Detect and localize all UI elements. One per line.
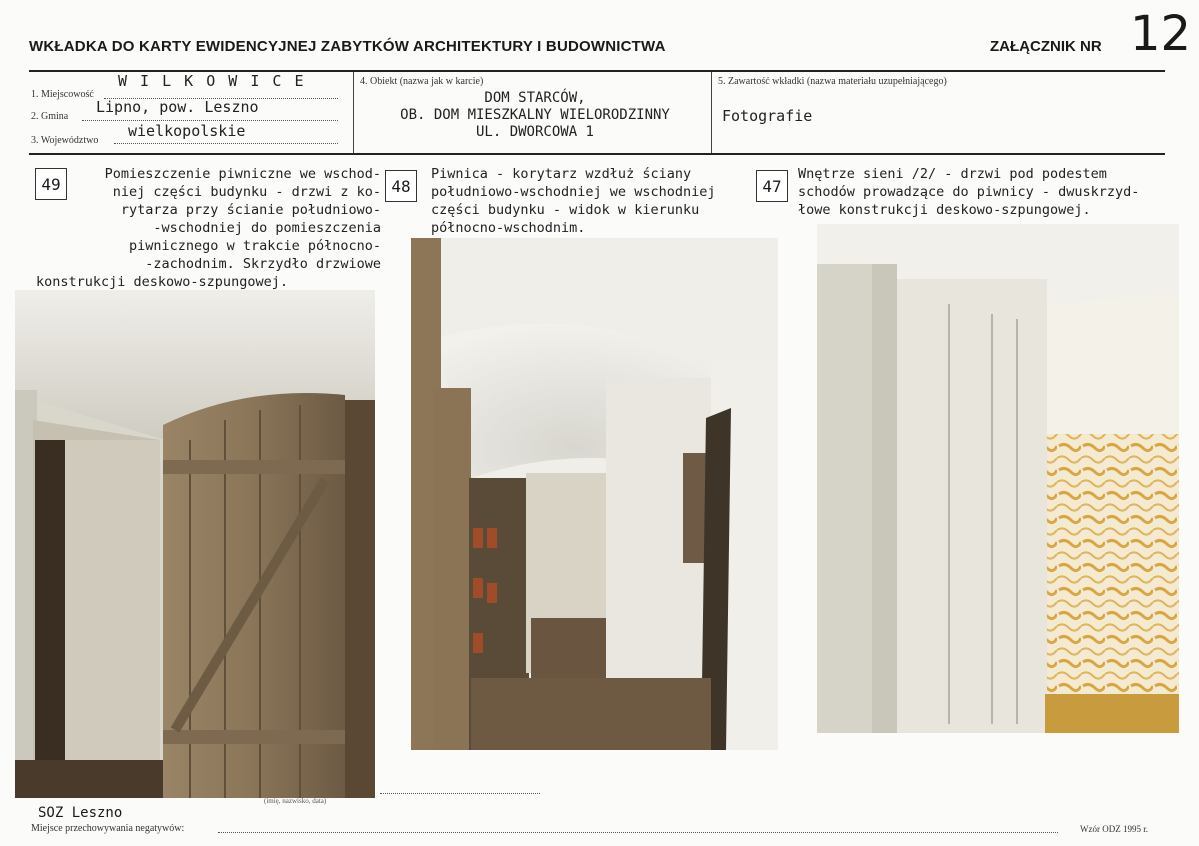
photo-caption-48	[431, 165, 761, 237]
caption-line: północno-wschodnim.	[431, 220, 586, 236]
caption-line: południowo-wschodniej we wschodniej	[431, 184, 716, 200]
miejscowosc-label: 1. Miejscowość	[31, 89, 94, 100]
cellar-corridor-image	[411, 238, 778, 750]
caption-line: piwnicznego w trakcie północno-	[129, 238, 381, 254]
zawartosc-label: 5. Zawartość wkładki (nazwa materiału uzupełniającego)	[718, 76, 947, 87]
field-divider-1	[353, 72, 354, 154]
obiekt-line-1: DOM STARCÓW,	[484, 90, 586, 106]
gmina-dotline	[82, 120, 338, 121]
field-divider-2	[711, 72, 712, 154]
caption-line: niej części budynku - drzwi z ko-	[112, 184, 381, 200]
obiekt-line-2: OB. DOM MIESZKALNY WIELORODZINNY	[400, 107, 670, 123]
photo-caption-47	[798, 165, 1178, 219]
wojewodztwo-dotline	[114, 143, 338, 144]
cellar-door-image	[15, 290, 375, 798]
caption-line: -wschodniej do pomieszczenia	[153, 220, 381, 236]
form-title: WKŁADKA DO KARTY EWIDENCYJNEJ ZABYTKÓW ARCHITEKTURY I BUDOWNICTWA	[29, 38, 666, 55]
photo-49-cellar-door	[15, 290, 375, 798]
caption-line: Wnętrze sieni /2/ - drzwi pod podestem	[798, 166, 1107, 182]
negatives-location-label: Miejsce przechowywania negatywów:	[31, 823, 185, 834]
photo-number-47: 47	[756, 170, 788, 202]
caption-line: konstrukcji deskowo-szpungowej.	[36, 274, 288, 290]
hallway-doors-image	[817, 224, 1179, 733]
caption-line: Piwnica - korytarz wzdłuż ściany	[431, 166, 692, 182]
photo-number-49: 49	[35, 168, 67, 200]
caption-line: Pomieszczenie piwniczne we wschod-	[104, 166, 381, 182]
miejscowosc-value: W I L K O W I C E	[118, 72, 306, 90]
attachment-label: ZAŁĄCZNIK NR	[990, 38, 1102, 55]
negatives-dotline	[218, 832, 1058, 833]
photo-47-hallway-doors	[817, 224, 1179, 733]
caption-line: części budynku - widok w kierunku	[431, 202, 700, 218]
photo-48-cellar-corridor	[411, 238, 778, 750]
negatives-location-value: SOZ Leszno	[38, 805, 123, 821]
gmina-value: Lipno, pow. Leszno	[96, 98, 259, 116]
photo-number-48: 48	[385, 170, 417, 202]
caption-line: rytarza przy ścianie południowo-	[120, 202, 381, 218]
wojewodztwo-label: 3. Województwo	[31, 135, 99, 146]
zawartosc-value: Fotografie	[722, 107, 813, 125]
photo-author-dotline	[380, 793, 540, 794]
caption-line: schodów prowadzące do piwnicy - dwuskrzyd-	[798, 184, 1140, 200]
wojewodztwo-value: wielkopolskie	[128, 122, 246, 140]
photo-caption-49	[36, 165, 381, 291]
obiekt-line-3: UL. DWORCOWA 1	[475, 124, 594, 140]
caption-line: -zachodnim. Skrzydło drzwiowe	[145, 256, 381, 272]
caption-line: łowe konstrukcji deskowo-szpungowej.	[798, 202, 1091, 218]
header-bottom-rule	[29, 153, 1165, 155]
form-version-mark: Wzór ODZ 1995 r.	[1080, 824, 1148, 834]
attachment-number: 12	[1130, 6, 1192, 62]
gmina-label: 2. Gmina	[31, 111, 69, 122]
obiekt-label: 4. Obiekt (nazwa jak w karcie)	[360, 76, 484, 87]
photo-author-label: (imię, nazwisko, data)	[264, 797, 327, 805]
